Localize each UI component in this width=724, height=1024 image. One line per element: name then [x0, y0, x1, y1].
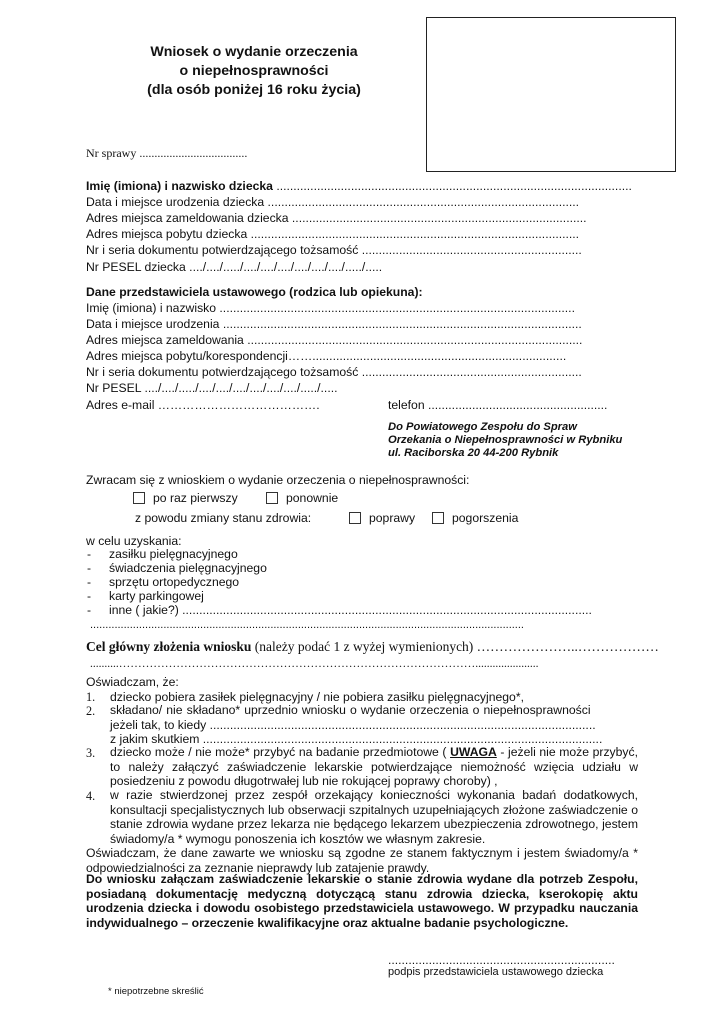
deterioration-checkbox[interactable] — [432, 512, 444, 524]
purpose-dash: - — [87, 561, 92, 575]
purpose-other-field[interactable]: inne ( jakie?) ......................................................................................................................... — [109, 603, 592, 617]
again-option[interactable] — [266, 491, 338, 505]
parent-name-field[interactable]: Imię (imiona) i nazwisko ......................................................................................................... — [86, 301, 575, 315]
purpose-dash: - — [87, 589, 92, 603]
child-address-reg-field[interactable]: Adres miejsca zameldowania dziecka ....................................................................................... — [86, 211, 587, 225]
declaration-item3-rest: - jeżeli nie może przybyć, to należy załączyć zaświadczenie lekarskie potwierdzające niemożność wzięcia udziału w posiedzeniu z powodu długotrwałej lub nie rokującej poprawy choroby) , — [110, 745, 638, 789]
first-time-label: po raz pierwszy — [153, 491, 238, 505]
child-name-dots: ......................................................................................................... — [272, 179, 632, 193]
signature-label: podpis przedstawiciela ustawowego dziecka — [388, 966, 604, 978]
declaration-item3 — [110, 745, 638, 789]
deterioration-option[interactable] — [432, 511, 518, 525]
declaration-item2: składano/ nie składano* uprzednio wniosku o wydanie orzeczenia o niepełnosprawności — [110, 703, 591, 717]
parent-address-corr-field[interactable]: Adres miejsca pobytu/korespondencji……........................................................................... — [86, 349, 567, 363]
declaration-item1: dziecko pobiera zasiłek pielęgnacyjny / nie pobiera zasiłku pielęgnacyjnego*, — [110, 690, 524, 704]
addressee-line2: Orzekania o Niepełnosprawności w Rybniku — [388, 434, 623, 446]
footnote: * niepotrzebne skreślić — [108, 986, 204, 997]
purpose-dash: - — [87, 575, 92, 589]
form-title-line3: (dla osób poniżej 16 roku życia) — [147, 82, 361, 98]
first-time-option[interactable] — [133, 491, 238, 505]
signature-line[interactable]: ................................................................... — [388, 953, 615, 967]
improvement-label: poprawy — [369, 511, 416, 525]
request-intro: Zwracam się z wnioskiem o wydanie orzeczenia o niepełnosprawności: — [86, 473, 470, 487]
deterioration-label: pogorszenia — [452, 511, 519, 525]
main-goal-field[interactable] — [86, 639, 659, 655]
change-reason-label: z powodu zmiany stanu zdrowia: — [135, 511, 312, 525]
addressee-line1: Do Powiatowego Zespołu do Spraw — [388, 421, 577, 433]
child-address-stay-field[interactable]: Adres miejsca pobytu dziecka ................................................................................................. — [86, 227, 580, 241]
declaration-number: 4. — [86, 789, 96, 803]
child-name-label: Imię (imiona) i nazwisko dziecka — [86, 179, 273, 193]
purpose-item: świadczenia pielęgnacyjnego — [109, 561, 267, 575]
parent-section-header: Dane przedstawiciela ustawowego (rodzica lub opiekuna): — [86, 285, 423, 299]
purpose-header: w celu uzyskania: — [86, 534, 182, 548]
purpose-item: karty parkingowej — [109, 589, 204, 603]
previous-application-date-field[interactable]: jeżeli tak, to kiedy .................................................................................................................. — [110, 718, 596, 732]
purpose-other-dots[interactable]: .............................................................................................................................................. — [90, 619, 524, 631]
child-pesel-field[interactable]: Nr PESEL dziecka ..../..../...../..../..../..../..../..../..../...../..... — [86, 260, 383, 274]
child-name-field[interactable] — [86, 179, 632, 193]
declaration-number: 2. — [86, 704, 96, 718]
addressee-line3: ul. Raciborska 20 44-200 Rybnik — [388, 447, 559, 459]
truth-statement: Oświadczam, że dane zawarte we wniosku są zgodne ze stanem faktycznym i jestem świadomy/a * odpowiedzialności za zeznanie nieprawdy lub zatajenie prawdy. — [86, 846, 638, 875]
warning-label: UWAGA — [450, 745, 497, 759]
parent-address-reg-field[interactable]: Adres miejsca zameldowania ................................................................................................... — [86, 333, 583, 347]
previous-application-result-field[interactable]: z jakim skutkiem ...................................................................................................................... — [110, 732, 603, 746]
child-id-doc-field[interactable]: Nr i seria dokumentu potwierdzającego tożsamość ................................................................. — [86, 243, 582, 257]
declaration-header: Oświadczam, że: — [86, 675, 179, 689]
parent-birth-field[interactable]: Data i miejsce urodzenia .......................................................................................................... — [86, 317, 582, 331]
case-number-field[interactable]: Nr sprawy .................................... — [86, 146, 248, 160]
purpose-item: sprzętu ortopedycznego — [109, 575, 240, 589]
parent-pesel-field[interactable]: Nr PESEL ..../..../...../..../..../..../..../..../..../...../..... — [86, 381, 338, 395]
parent-id-doc-field[interactable]: Nr i seria dokumentu potwierdzającego tożsamość ................................................................. — [86, 365, 582, 379]
first-time-checkbox[interactable] — [133, 492, 145, 504]
purpose-dash: - — [87, 603, 92, 617]
purpose-item: zasiłku pielęgnacyjnego — [109, 547, 238, 561]
declaration-item3-text: dziecko może / nie może* przybyć na badanie przedmiotowe ( — [110, 745, 451, 759]
declaration-number: 1. — [86, 690, 96, 704]
main-goal-hint: (należy podać 1 z wyżej wymienionych) …………………..……………… — [251, 639, 659, 654]
parent-phone-field[interactable]: telefon ..................................................... — [388, 398, 608, 412]
main-goal-label: Cel główny złożenia wniosku — [86, 639, 252, 654]
purpose-dash: - — [87, 547, 92, 561]
form-title-line2: o niepełnosprawności — [179, 63, 329, 79]
child-birth-field[interactable]: Data i miejsce urodzenia dziecka ............................................................................................ — [86, 195, 580, 209]
declaration-item4: w razie stwierdzonej przez zespół orzekający konieczności wykonania badań dodatkowych, konsultacji specjalistycznych lub obserwacji szpitalnych uzupełniających złożone zaświadczenie o stanie zdrowia wydane przez lekarza nie będącego lekarzem ubezpieczenia zdrowotnego, jestem świadomy/a * wymogu ponoszenia ich kosztów we własnym zakresie. — [110, 788, 638, 846]
parent-email-field[interactable]: Adres e-mail …………………………………. — [86, 398, 320, 412]
attachments-statement: Do wniosku załączam zaświadczenie lekarskie o stanie zdrowia wydane dla potrzeb Zespołu, posiadaną dokumentację medyczną dotyczącą stanu zdrowia dziecka, kserokopię aktu urodzenia dziecka i dowodu osobistego przedstawiciela ustawowego. W przypadku nauczania indywidualnego – orzeczenie kwalifikacyjne oraz aktualne badanie psychologiczne. — [86, 872, 638, 930]
again-checkbox[interactable] — [266, 492, 278, 504]
form-title-line1: Wniosek o wydanie orzeczenia — [150, 44, 358, 60]
improvement-checkbox[interactable] — [349, 512, 361, 524]
declaration-number: 3. — [86, 746, 96, 760]
again-label: ponownie — [286, 491, 339, 505]
improvement-option[interactable] — [349, 511, 415, 525]
main-goal-line2[interactable]: ..........…………………………………………………………………………………...................... — [90, 658, 539, 670]
photo-box — [426, 17, 676, 172]
